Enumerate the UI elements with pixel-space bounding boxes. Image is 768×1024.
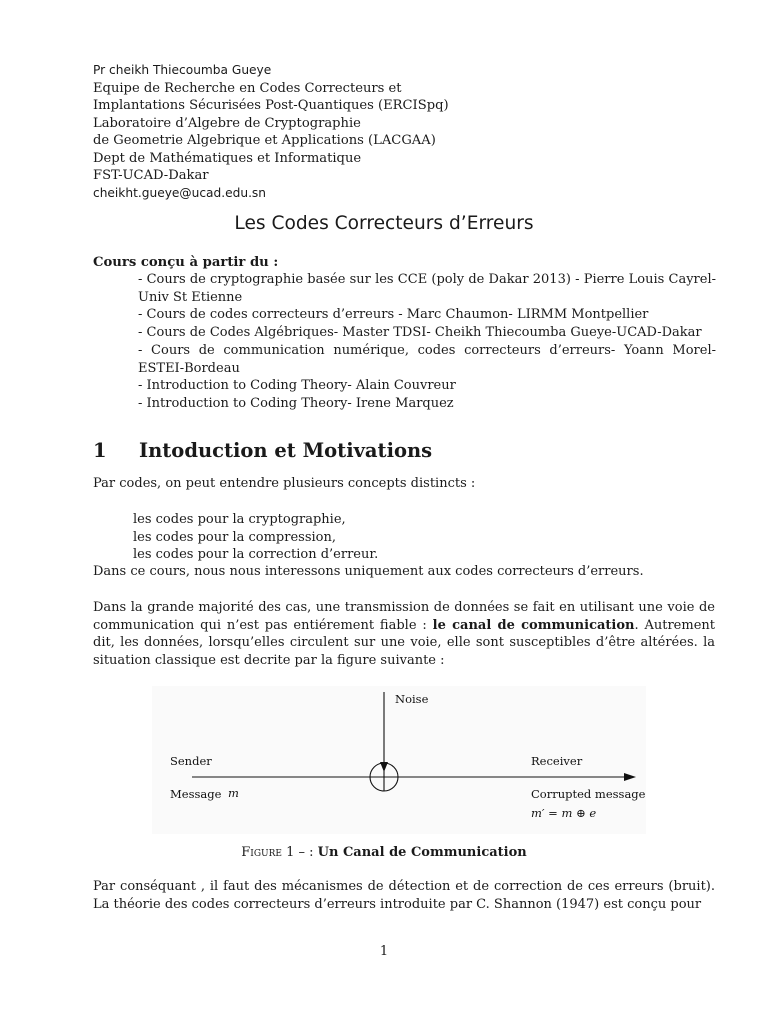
affiliation-line: de Geometrie Algebrique et Applications (LACGAA) xyxy=(93,133,436,148)
concept-item: les codes pour la correction d’erreur. xyxy=(133,547,379,562)
document-title: Les Codes Correcteurs d’Erreurs xyxy=(234,213,534,234)
corruption-formula: m′ = m ⊕ e xyxy=(531,806,597,820)
caption-text: Un Canal de Communication xyxy=(317,845,527,860)
figure-caption xyxy=(0,844,768,862)
concept-list xyxy=(133,511,378,564)
noise-label: Noise xyxy=(395,692,429,706)
page-number: 1 xyxy=(379,944,389,959)
author-name: Pr cheikh Thiecoumba Gueye xyxy=(93,63,272,77)
source-item: - Cours de Codes Algébriques- Master TDSI- Cheikh Thiecoumba Gueye-UCAD-Dakar xyxy=(138,325,702,341)
intro-paragraph: Par codes, on peut entendre plusieurs concepts distincts : xyxy=(93,476,476,491)
affiliation-line: Implantations Sécurisées Post-Quantiques (ERCISpq) xyxy=(93,98,449,113)
caption-prefix: Figure 1 – xyxy=(241,845,305,860)
source-item: - Cours de codes correcteurs d’erreurs - Marc Chaumon- LIRMM Montpellier xyxy=(138,307,649,323)
based-on-label: Cours conçu à partir du : xyxy=(93,255,279,270)
channel-text-before: Dans la grande majorité des cas, une transmission de données se fait en utilisant une voie de communication qui n’est pas entiérement fiable : xyxy=(93,600,715,633)
sender-label: Sender xyxy=(170,754,212,768)
message-label: Message xyxy=(170,787,222,801)
channel-paragraph xyxy=(93,599,715,669)
focus-paragraph: Dans ce cours, nous nous interessons uniquement aux codes correcteurs d’erreurs. xyxy=(93,564,644,579)
source-item: - Cours de cryptographie basée sur les CCE (poly de Dakar 2013) - Pierre Louis Cayrel-Univ St Etienne xyxy=(138,272,716,305)
source-item: - Introduction to Coding Theory- Alain Couvreur xyxy=(138,378,456,394)
receiver-label: Receiver xyxy=(531,754,583,768)
consequence-paragraph: Par conséquant , il faut des mécanismes de détection et de correction de ces erreurs (bruit). La théorie des codes correcteurs d’erreurs introduite par C. Shannon (1947) est conçu pour xyxy=(93,879,715,912)
affiliation-line: Dept de Mathématiques et Informatique xyxy=(93,150,362,166)
section-title: Intoduction et Motivations xyxy=(139,439,433,462)
channel-text-after: . Autrement dit, les données, lorsqu’elles circulent sur une voie, elle sont susceptibles d’être altérées. la situation classique est decrite par la figure suivante : xyxy=(93,617,715,668)
section-number: 1 xyxy=(93,439,107,462)
source-list xyxy=(138,271,716,413)
channel-emphasis: le canal de communication xyxy=(432,617,635,633)
affiliation-line: Equipe de Recherche en Codes Correcteurs et xyxy=(93,80,402,96)
concept-item: les codes pour la cryptographie, xyxy=(133,512,346,527)
caption-separator: : xyxy=(304,845,318,860)
channel-figure xyxy=(152,686,646,834)
author-email: cheikht.gueye@ucad.edu.sn xyxy=(93,185,267,200)
concept-item: les codes pour la compression, xyxy=(133,529,336,545)
author-block xyxy=(93,62,449,202)
channel-arrow-head xyxy=(624,773,636,781)
section-heading xyxy=(93,438,432,464)
affiliation-line: Laboratoire d’Algebre de Cryptographie xyxy=(93,115,361,131)
source-item: - Introduction to Coding Theory- Irene Marquez xyxy=(138,395,454,411)
affiliation-line: FST-UCAD-Dakar xyxy=(93,168,209,183)
source-item: - Cours de communication numérique, codes correcteurs d’erreurs- Yoann Morel-ESTEI-Bordeau xyxy=(138,342,716,376)
message-variable: m xyxy=(228,786,239,800)
corrupted-label: Corrupted message xyxy=(531,787,646,801)
